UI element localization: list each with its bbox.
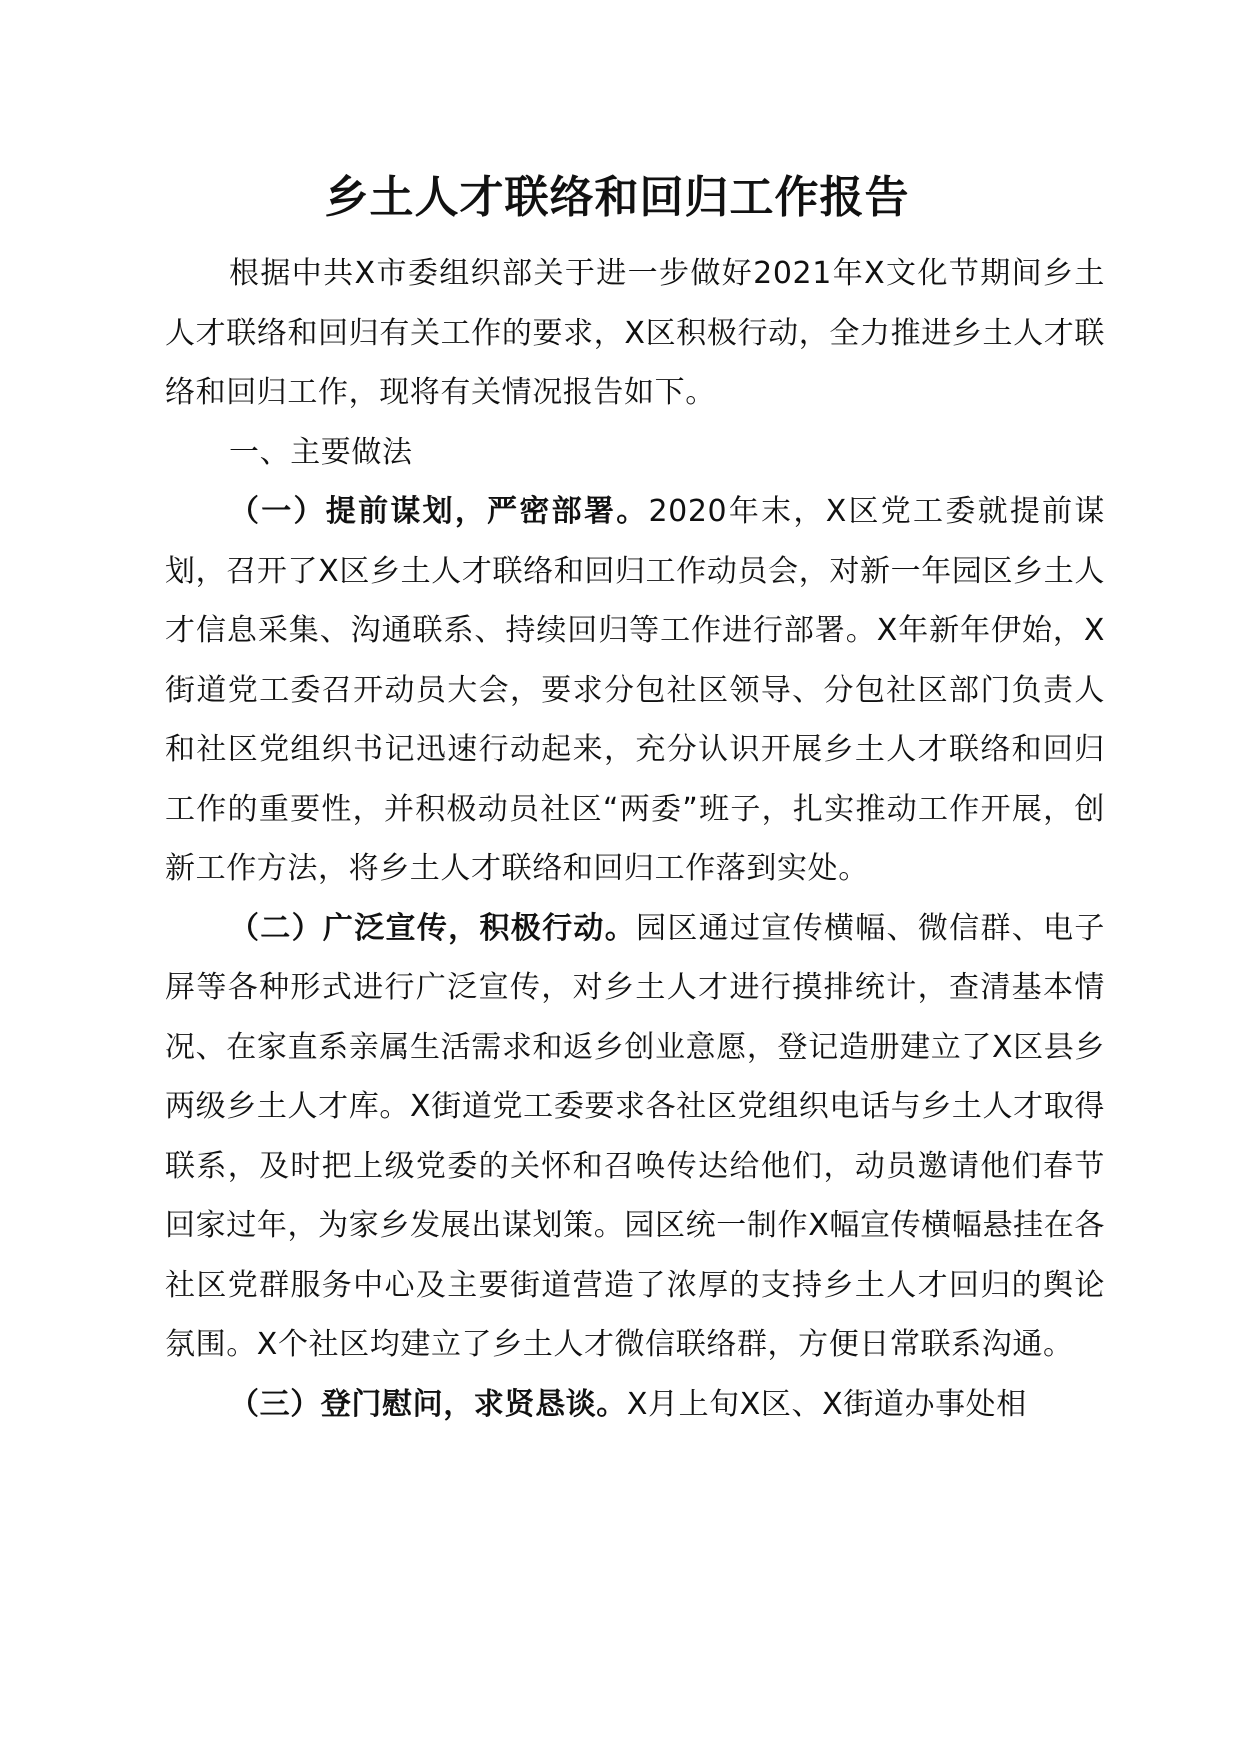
paragraph-text: X月上旬X区、X街道办事处相 [626, 1386, 1027, 1422]
document-title: 乡土人才联络和回归工作报告 [324, 172, 910, 223]
paragraph-text: 根据中共X市委组织部关于进一步做好2021年X文化节期间乡土人才联络和回归有关工作的要求，X区积极行动，全力推进乡土人才联络和回归工作，现将有关情况报告如下。 [165, 256, 1105, 410]
paragraph-text: 2020年末，X区党工委就提前谋划，召开了X区乡土人才联络和回归工作动员会，对新一年园区乡土人才信息采集、沟通联系、持续回归等工作进行部署。X年新年伊始，X街道党工委召开动员大会，要求分包社区领导、分包社区部门负责人和社区党组织书记迅速行动起来，充分认识开展乡土人才联络和回归工作的重要性，并积极动员社区“两委”班子，扎实推动工作开展，创新工作方法，将乡土人才联络和回归工作落到实处。 [165, 494, 1105, 886]
subheading-visits: （三）登门慰问，求贤恳谈。 [229, 1386, 627, 1422]
paragraph-text: 园区通过宣传横幅、微信群、电子屏等各种形式进行广泛宣传，对乡土人才进行摸排统计，查清基本情况、在家直系亲属生活需求和返乡创业意愿，登记造册建立了X区县乡两级乡土人才库。X街道党工委要求各社区党组织电话与乡土人才取得联系，及时把上级党委的关怀和召唤传达给他们，动员邀请他们春节回家过年，为家乡发展出谋划策。园区统一制作X幅宣传横幅悬挂在各社区党群服务中心及主要街道营造了浓厚的支持乡土人才回归的舆论氛围。X个社区均建立了乡土人才微信联络群，方便日常联系沟通。 [165, 910, 1105, 1362]
document-body [165, 244, 1105, 1434]
intro-paragraph [165, 244, 1105, 423]
paragraph-planning [165, 482, 1105, 899]
paragraph-publicity [165, 899, 1105, 1375]
subheading-planning: （一）提前谋划，严密部署。 [229, 494, 649, 529]
section-heading-text: 一、主要做法 [229, 434, 413, 470]
section-heading-main-practices [165, 423, 1105, 483]
paragraph-visits [165, 1375, 1105, 1435]
subheading-publicity: （二）广泛宣传，积极行动。 [229, 910, 637, 946]
